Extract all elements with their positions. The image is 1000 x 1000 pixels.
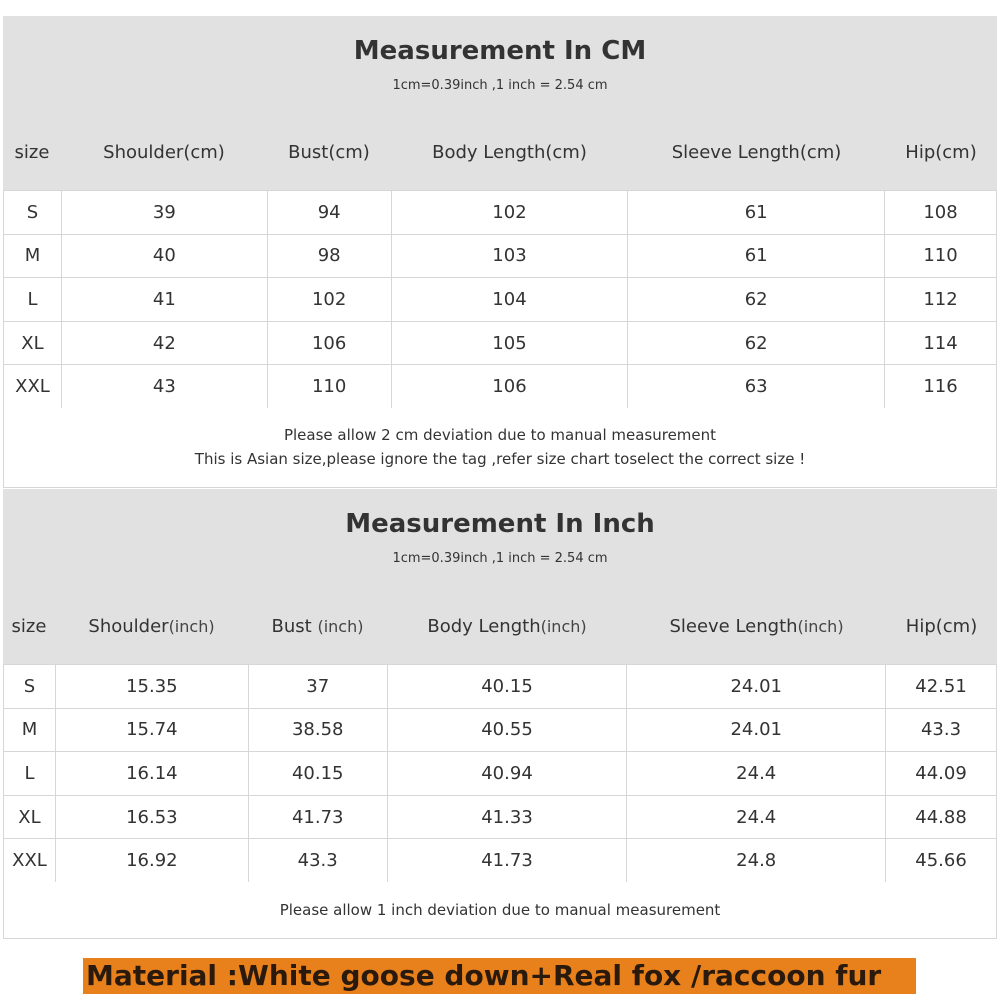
cm-col-sleeve-length: Sleeve Length(cm) [671, 142, 842, 163]
hip-cell: 116 [885, 365, 997, 409]
bust-cell: 110 [267, 365, 391, 409]
inch-col-hip: Hip(cm) [905, 616, 978, 637]
material-banner: Material :White goose down+Real fox /raccoon fur [83, 958, 916, 994]
deviation-note: Please allow 1 inch deviation due to manual measurement [279, 901, 721, 919]
hip-cell: 112 [885, 278, 997, 322]
bust-cell: 94 [267, 191, 391, 235]
shoulder-cell: 43 [61, 365, 267, 409]
body-length-cell: 40.55 [387, 708, 627, 752]
body-length-cell: 102 [391, 191, 628, 235]
cm-conversion-note: 1cm=0.39inch ,1 inch = 2.54 cm [392, 78, 608, 93]
body-length-cell: 41.33 [387, 795, 627, 839]
inch-col-sleeve-length: Sleeve Length(inch) [669, 616, 844, 637]
hip-cell: 42.51 [886, 665, 997, 709]
asian-size-note: This is Asian size,please ignore the tag ,refer size chart toselect the correct size ! [194, 450, 806, 468]
shoulder-cell: 42 [61, 321, 267, 365]
size-cell: M [4, 708, 56, 752]
bust-cell: 98 [267, 234, 391, 278]
shoulder-cell: 15.74 [55, 708, 248, 752]
table-row [4, 365, 997, 409]
size-cell: S [4, 665, 56, 709]
hip-cell: 44.88 [886, 795, 997, 839]
body-length-cell: 106 [391, 365, 628, 409]
shoulder-cell: 41 [61, 278, 267, 322]
sleeve-length-cell: 63 [628, 365, 885, 409]
size-cell: XL [4, 321, 62, 365]
table-row [4, 752, 997, 796]
body-length-cell: 104 [391, 278, 628, 322]
cm-col-size: size [14, 142, 50, 163]
hip-cell: 43.3 [886, 708, 997, 752]
sleeve-length-cell: 61 [628, 191, 885, 235]
table-row [4, 278, 997, 322]
body-length-cell: 40.94 [387, 752, 627, 796]
shoulder-cell: 16.53 [55, 795, 248, 839]
bust-cell: 40.15 [248, 752, 387, 796]
inch-conversion-note: 1cm=0.39inch ,1 inch = 2.54 cm [392, 551, 608, 566]
hip-cell: 114 [885, 321, 997, 365]
cm-chart-title: Measurement In CM [353, 36, 647, 66]
cm-chart-notes [3, 408, 997, 488]
inch-col-body-length: Body Length(inch) [427, 616, 587, 637]
size-cell: L [4, 278, 62, 322]
cm-size-chart [3, 16, 997, 488]
cm-measurement-table [3, 190, 997, 409]
cm-col-body-length: Body Length(cm) [432, 142, 587, 163]
inch-measurement-table [3, 664, 997, 883]
sleeve-length-cell: 61 [628, 234, 885, 278]
hip-cell: 45.66 [886, 839, 997, 883]
shoulder-cell: 39 [61, 191, 267, 235]
inch-col-size: size [11, 616, 47, 637]
size-cell: M [4, 234, 62, 278]
bust-cell: 102 [267, 278, 391, 322]
size-cell: XL [4, 795, 56, 839]
inch-chart-notes [3, 882, 997, 939]
sleeve-length-cell: 24.01 [627, 708, 886, 752]
inch-col-shoulder: Shoulder(inch) [88, 616, 215, 637]
sleeve-length-cell: 24.8 [627, 839, 886, 883]
inch-chart-header [3, 489, 997, 664]
body-length-cell: 41.73 [387, 839, 627, 883]
body-length-cell: 103 [391, 234, 628, 278]
cm-col-hip: Hip(cm) [905, 142, 977, 163]
cm-chart-header [3, 16, 997, 190]
table-row [4, 321, 997, 365]
deviation-note: Please allow 2 cm deviation due to manual measurement [283, 426, 717, 444]
table-row [4, 234, 997, 278]
hip-cell: 108 [885, 191, 997, 235]
sleeve-length-cell: 24.01 [627, 665, 886, 709]
size-cell: XXL [4, 839, 56, 883]
table-row [4, 665, 997, 709]
inch-size-chart [3, 489, 997, 939]
shoulder-cell: 16.92 [55, 839, 248, 883]
sleeve-length-cell: 62 [628, 321, 885, 365]
inch-col-bust: Bust (inch) [271, 616, 364, 637]
shoulder-cell: 40 [61, 234, 267, 278]
bust-cell: 37 [248, 665, 387, 709]
size-cell: XXL [4, 365, 62, 409]
bust-cell: 106 [267, 321, 391, 365]
bust-cell: 43.3 [248, 839, 387, 883]
cm-col-shoulder: Shoulder(cm) [103, 142, 225, 163]
table-row [4, 795, 997, 839]
sleeve-length-cell: 24.4 [627, 752, 886, 796]
cm-col-bust: Bust(cm) [288, 142, 370, 163]
table-row [4, 839, 997, 883]
inch-chart-title: Measurement In Inch [345, 509, 655, 539]
size-cell: L [4, 752, 56, 796]
shoulder-cell: 16.14 [55, 752, 248, 796]
table-row [4, 708, 997, 752]
sleeve-length-cell: 24.4 [627, 795, 886, 839]
sleeve-length-cell: 62 [628, 278, 885, 322]
body-length-cell: 40.15 [387, 665, 627, 709]
body-length-cell: 105 [391, 321, 628, 365]
bust-cell: 38.58 [248, 708, 387, 752]
shoulder-cell: 15.35 [55, 665, 248, 709]
hip-cell: 110 [885, 234, 997, 278]
hip-cell: 44.09 [886, 752, 997, 796]
bust-cell: 41.73 [248, 795, 387, 839]
size-cell: S [4, 191, 62, 235]
table-row [4, 191, 997, 235]
